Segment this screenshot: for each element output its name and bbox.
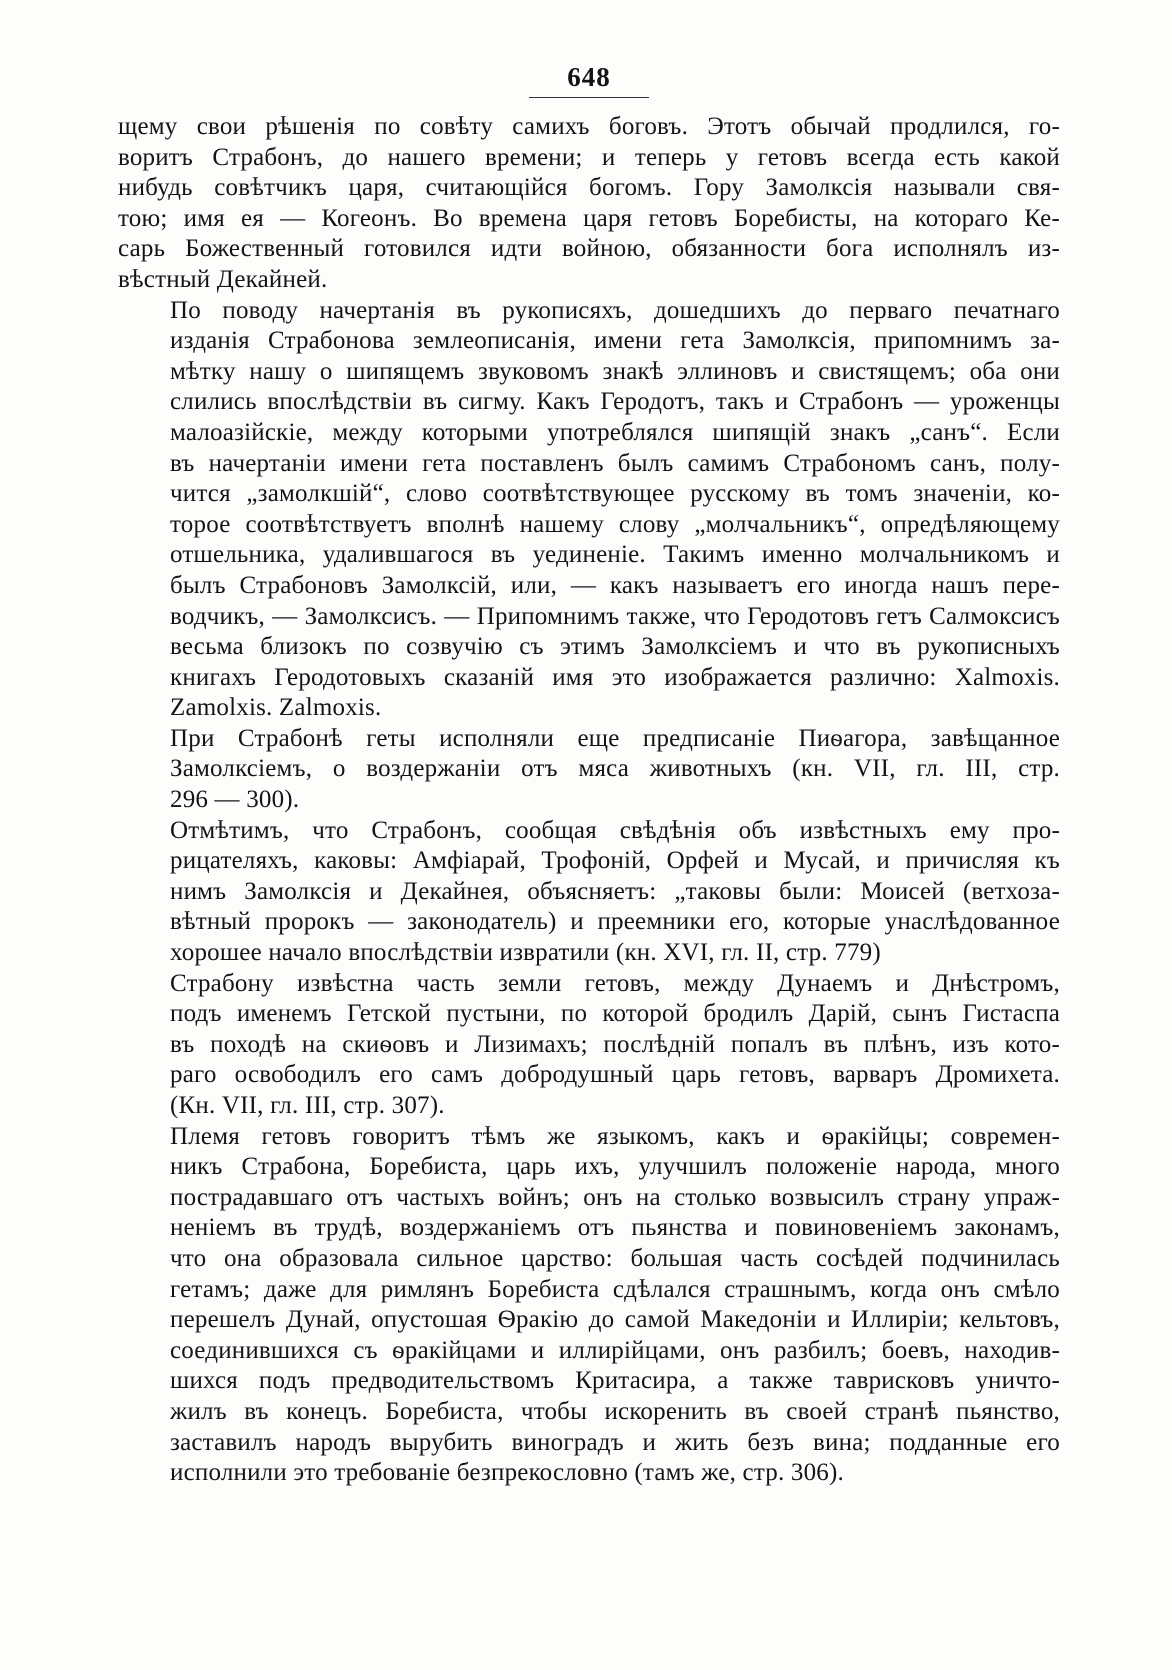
- text-line: Отмѣтимъ, что Страбонъ, сообщая свѣдѣнія объ извѣстныхъ ему про-: [170, 816, 1060, 844]
- text-line: 296 — 300).: [170, 786, 300, 814]
- text-line: Страбону извѣстна часть земли гетовъ, между Дунаемъ и Днѣстромъ,: [170, 969, 1060, 997]
- text-line: водчикъ, — Замолксисъ. — Припомнимъ также, что Геродотовъ гетъ Салмоксисъ: [170, 602, 1060, 630]
- text-line: Замолксіемъ, о воздержаніи отъ мяса животныхъ (кн. VII, гл. III, стр.: [170, 755, 1060, 783]
- text-line: весьма близокъ по созвучію съ этимъ Замолксіемъ и что въ рукописныхъ: [170, 633, 1060, 661]
- text-line: раго освободилъ его самъ добродушный царь гетовъ, варваръ Дромихета.: [170, 1061, 1060, 1089]
- text-line: гетамъ; даже для римлянъ Боребиста сдѣлался страшнымъ, когда онъ смѣло: [170, 1275, 1060, 1303]
- text-line: изданія Страбонова землеописанія, имени гета Замолксія, припомнимъ за-: [170, 327, 1060, 355]
- text-line: пострадавшаго отъ частыхъ войнъ; онъ на столько возвысилъ страну упраж-: [170, 1183, 1060, 1211]
- text-line: отшельника, удалившагося въ уединеніе. Такимъ именно молчальникомъ и: [170, 541, 1060, 569]
- paragraph: [118, 969, 1060, 1122]
- text-line: неніемъ въ трудѣ, воздержаніемъ отъ пьянства и повиновеніемъ законамъ,: [170, 1214, 1060, 1242]
- text-line: нимъ Замолксія и Декайнея, объясняетъ: „таковы были: Моисей (ветхоза-: [170, 877, 1060, 905]
- text-line: слились впослѣдствіи въ сигму. Какъ Геродотъ, такъ и Страбонъ — уроженцы: [170, 388, 1060, 416]
- text-line: малоазійскіе, между которыми употреблялся шипящій знакъ „санъ“. Если: [170, 418, 1060, 446]
- text-line: что она образовала сильное царство: большая часть сосѣдей подчинилась: [170, 1244, 1060, 1272]
- body-text: [118, 112, 1060, 1489]
- text-line: По поводу начертанія въ рукописяхъ, дошедшихъ до перваго печатнаго: [170, 296, 1060, 324]
- text-line: сарь Божественный готовился идти войною, обязанности бога исполнялъ из-: [118, 235, 1060, 263]
- text-line: рицателяхъ, каковы: Амфіарай, Трофоній, Орфей и Мусай, и причисляя къ: [170, 847, 1060, 875]
- paragraph: [118, 1122, 1060, 1489]
- text-line: торое соотвѣтствуетъ вполнѣ нашему слову „молчальникъ“, опредѣляющему: [170, 510, 1060, 538]
- text-line: въ походѣ на скиѳовъ и Лизимахъ; послѣдній попалъ въ плѣнъ, изъ кото-: [170, 1030, 1060, 1058]
- text-line: перешелъ Дунай, опустошая Ѳракію до самой Македоніи и Иллиріи; кельтовъ,: [170, 1306, 1060, 1334]
- text-line: При Страбонѣ геты исполняли еще предписаніе Пиѳагора, завѣщанное: [170, 724, 1060, 752]
- text-line: вѣстный Декайней.: [118, 265, 328, 293]
- text-line: былъ Страбоновъ Замолксій, или, — какъ называетъ его иногда нашъ пере-: [170, 571, 1060, 599]
- text-line: въ начертаніи имени гета поставленъ былъ самимъ Страбономъ санъ, полу-: [170, 449, 1060, 477]
- text-line: мѣтку нашу о шипящемъ звуковомъ знакѣ эллиновъ и свистящемъ; оба они: [170, 357, 1060, 385]
- text-line: книгахъ Геродотовыхъ сказаній имя это изображается различно: Xalmoxis.: [170, 663, 1060, 691]
- text-line: тою; имя ея — Когеонъ. Во времена царя гетовъ Боребисты, на котораго Ке-: [118, 204, 1060, 232]
- text-line: воритъ Страбонъ, до нашего времени; и теперь у гетовъ всегда есть какой: [118, 143, 1060, 171]
- text-line: хорошее начало впослѣдствіи извратили (кн. XVI, гл. II, стр. 779): [170, 939, 881, 967]
- text-line: подъ именемъ Гетской пустыни, по которой бродилъ Дарій, сынъ Гистаспа: [170, 1000, 1060, 1028]
- paragraph: [118, 296, 1060, 724]
- paragraph: [118, 112, 1060, 296]
- text-line: (Кн. VII, гл. III, стр. 307).: [170, 1092, 445, 1119]
- text-line: нибудь совѣтчикъ царя, считающійся богомъ. Гору Замолксія называли свя-: [118, 174, 1060, 202]
- text-line: исполнили это требованіе безпрекословно (тамъ же, стр. 306).: [170, 1459, 844, 1487]
- text-line: Племя гетовъ говоритъ тѣмъ же языкомъ, какъ и ѳракійцы; современ-: [170, 1122, 1060, 1150]
- paragraph: [118, 816, 1060, 969]
- text-line: заставилъ народъ вырубить виноградъ и жить безъ вина; подданные его: [170, 1428, 1060, 1456]
- text-line: Zamolxis. Zalmoxis.: [170, 694, 382, 722]
- text-line: жилъ въ конецъ. Боребиста, чтобы искоренить въ своей странѣ пьянство,: [170, 1397, 1060, 1425]
- text-line: щему свои рѣшенія по совѣту самихъ боговъ. Этотъ обычай продлился, го-: [118, 113, 1060, 140]
- text-line: соединившихся съ ѳракійцами и иллирійцами, онъ разбилъ; боевъ, находив-: [170, 1336, 1060, 1364]
- page-number: 648: [529, 62, 649, 98]
- text-line: чится „замолкшій“, слово соотвѣтствующее русскому въ томъ значеніи, ко-: [170, 480, 1060, 508]
- paragraph: [118, 724, 1060, 816]
- text-line: вѣтный пророкъ — законодатель) и преемники его, которые унаслѣдованное: [170, 908, 1060, 936]
- text-line: шихся подъ предводительствомъ Критасира, а также таврисковъ уничто-: [170, 1367, 1060, 1395]
- text-line: никъ Страбона, Боребиста, царь ихъ, улучшилъ положеніе народа, много: [170, 1153, 1060, 1181]
